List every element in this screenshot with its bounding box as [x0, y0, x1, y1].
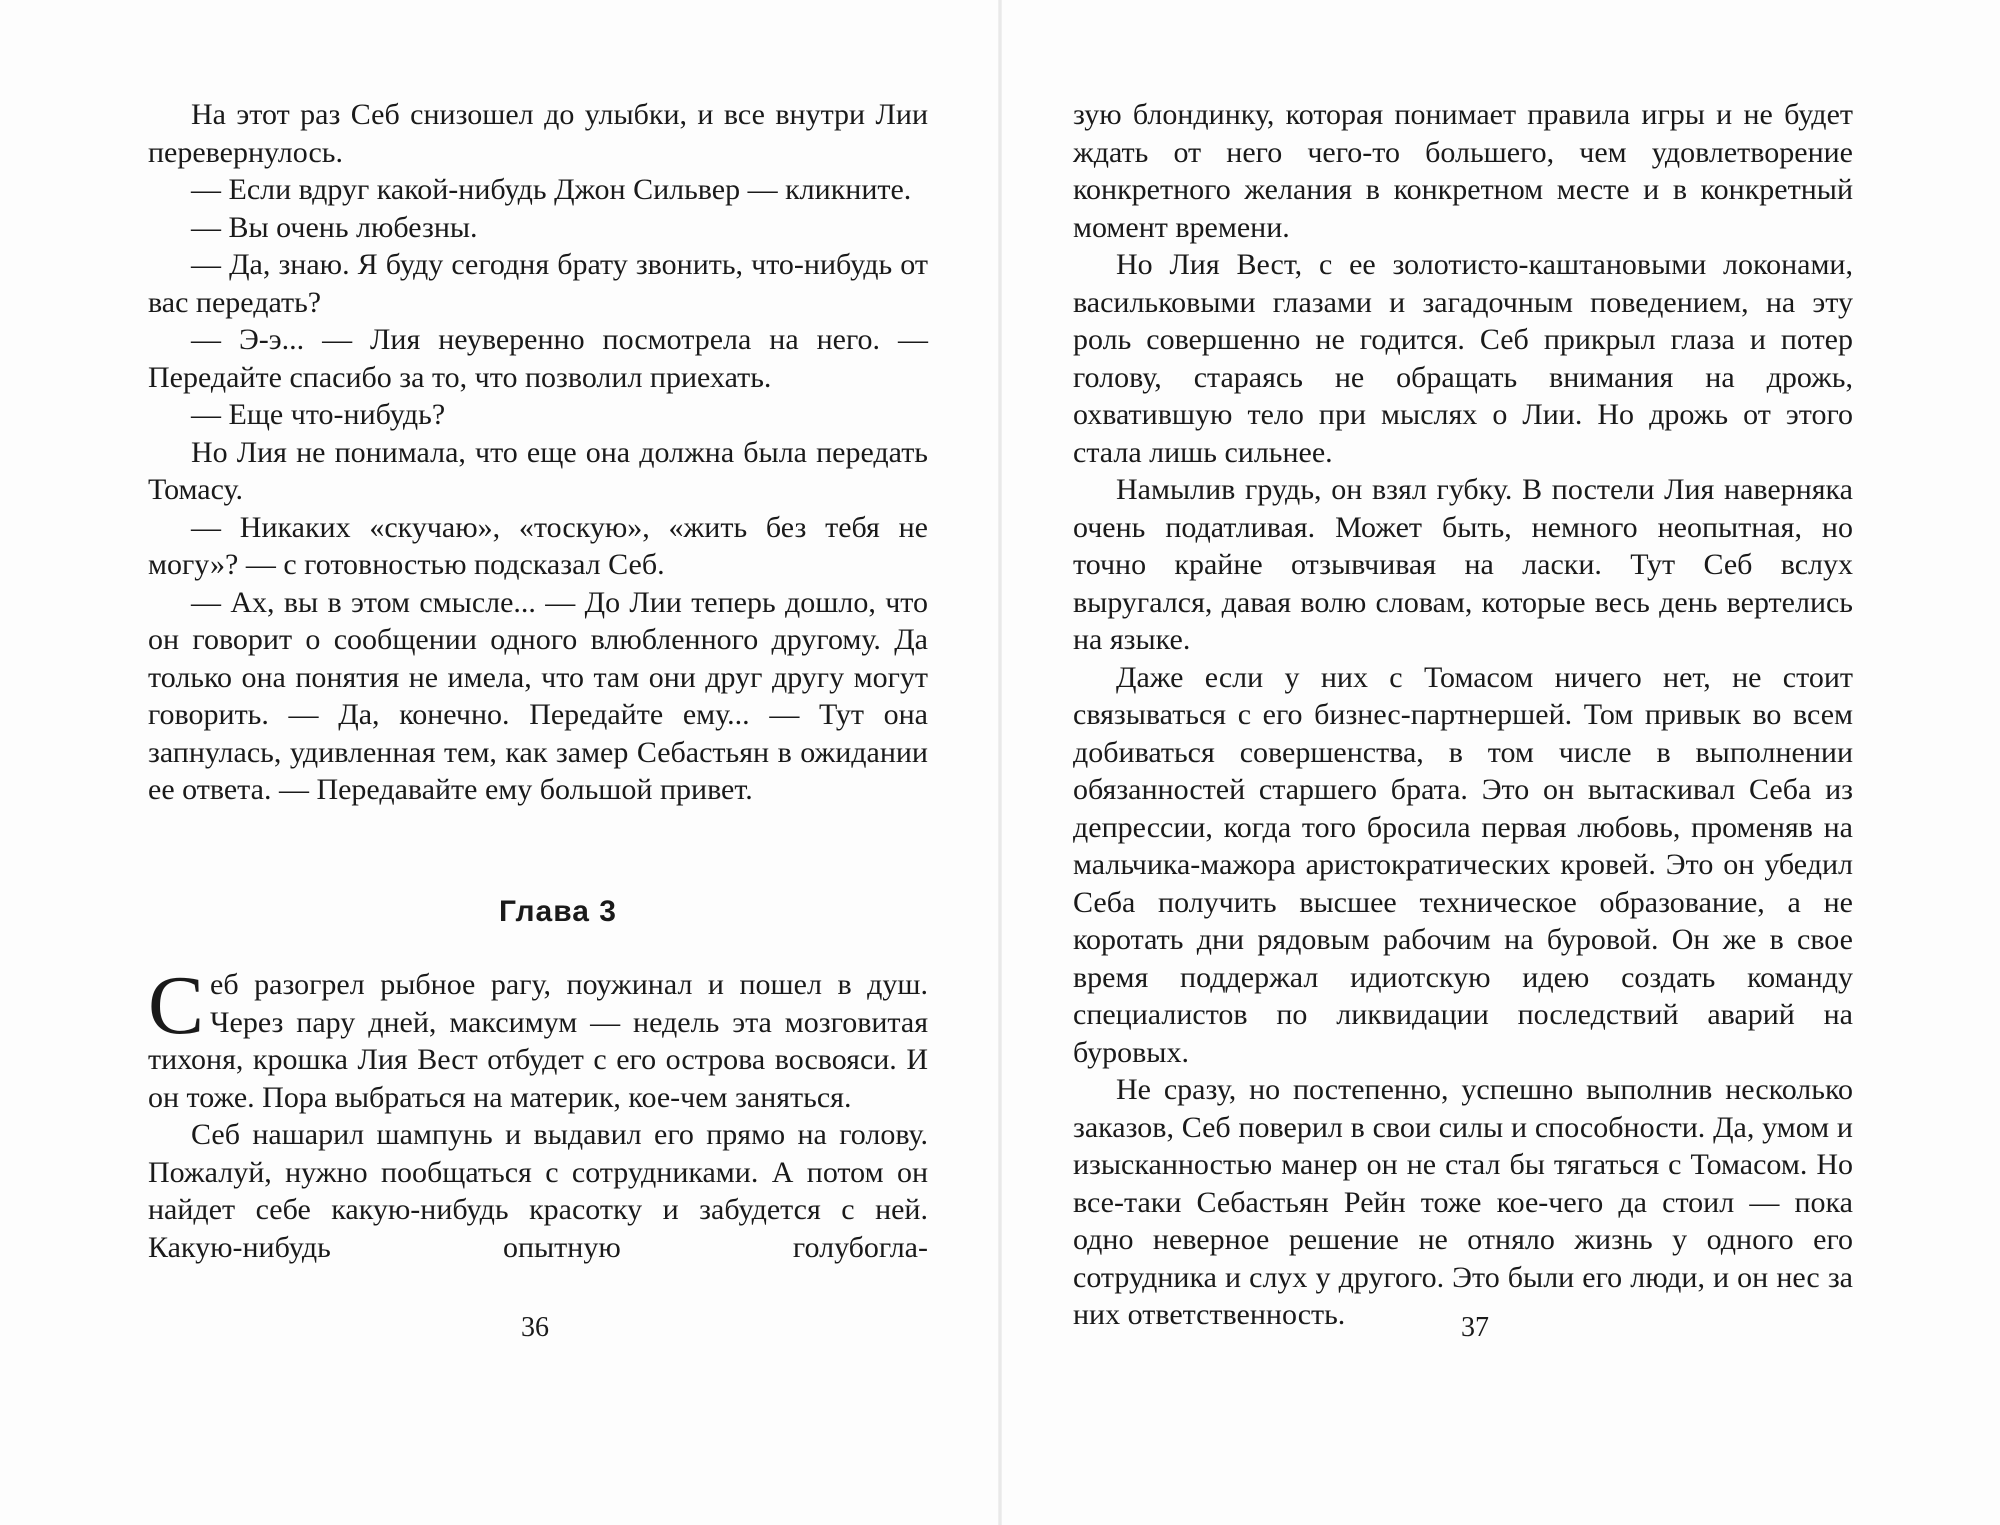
page-number-right: 37 [1461, 1312, 1489, 1343]
paragraph: Но Лия не понимала, что еще она должна была передать Томасу. [148, 435, 928, 506]
paragraph: — Никаких «скучаю», «тоскую», «жить без тебя не могу»? — с готовностью подсказал Себ. [148, 510, 928, 581]
paragraph: — Э-э... — Лия неуверенно посмотрела на него. — Передайте спасибо за то, что позволил приехать. [148, 323, 928, 394]
drop-cap: С [148, 959, 205, 1052]
paragraph: На этот раз Себ снизошел до улыбки, и все внутри Лии перевернулось. [148, 98, 928, 169]
paragraph: — Еще что-нибудь? [191, 398, 446, 431]
paragraph: Но Лия Вест, с ее золотисто-каштановыми локонами, васильковыми глазами и загадочным поведением, на эту роль совершенно не годится. Себ прикрыл глаза и потер голову, стараясь не обращать внимания на дрожь, охватившую тело при мыслях о Лии. Но дрожь от этого стала лишь сильнее. [1073, 248, 1853, 469]
paragraph: Не сразу, но постепенно, успешно выполнив несколько заказов, Себ поверил в свои силы и способности. Да, умом и изысканностью манер он не стал бы тягаться с Томасом. Но все-таки Себастьян Рейн тоже кое-чего да стоил — пока одно неверное решение не отняло жизнь у одного его сотрудника и слух у другого. Это были его люди, и он нес за них ответственность. [1073, 1073, 1853, 1331]
book-gutter [998, 0, 1002, 1525]
right-page [1073, 96, 1853, 1346]
paragraph: Себ нашарил шампунь и выдавил его прямо на голову. Пожалуй, нужно пообщаться с сотрудниками. А потом он найдет себе какую-нибудь красотку и забудется с ней. Какую-нибудь опытную голубогла- [148, 1118, 928, 1264]
paragraph: — Вы очень любезны. [191, 210, 478, 244]
paragraph: — Если вдруг какой-нибудь Джон Сильвер — кликните. [191, 173, 912, 206]
chapter-opening-text: еб разогрел рыбное рагу, поужинал и пошел в душ. Через пару дней, максимум — недель эта мозговитая тихоня, крошка Лия Вест отбудет с его острова восвояси. И он тоже. Пора выбраться на материк, кое-чем заняться. [148, 968, 928, 1114]
chapter-opening-paragraph [148, 959, 928, 1116]
paragraph: Намылив грудь, он взял губку. В постели Лия наверняка очень податливая. Может быть, немного неопытная, но точно крайне отзывчивая на ласки. Тут Себ вслух выругался, давая волю словам, которые весь день вертелись на языке. [1073, 473, 1853, 656]
page-number-left: 36 [521, 1312, 549, 1343]
left-page [148, 96, 928, 1346]
chapter-title: Глава 3 [498, 894, 617, 928]
paragraph: Даже если у них с Томасом ничего нет, не стоит связываться с его бизнес-партнершей. Том привык во всем добиваться совершенства, в том числе в выполнении обязанностей старшего брата. Это он вытаскивал Себа из депрессии, когда того бросила первая любовь, променяв на мальчика-мажора аристократических кровей. Это он убедил Себа получить высшее техническое образование, а не коротать дни рядовым рабочим на буровой. Он же в свое время поддержал идиотскую идею создать команду специалистов по ликвидации последствий аварий на буровых. [1073, 660, 1853, 1069]
paragraph: — Да, знаю. Я буду сегодня брату звонить, что-нибудь от вас передать? [148, 248, 928, 319]
paragraph: — Ах, вы в этом смысле... — До Лии теперь дошло, что он говорит о сообщении одного влюбленного другому. Да только она понятия не имела, что там они друг другу могут говорить. — Да, конечно. Передайте ему... — Тут она запнулась, удивленная тем, как замер Себастьян в ожидании ее ответа. — Передавайте ему большой привет. [148, 585, 928, 806]
continued-paragraph: зую блондинку, которая понимает правила игры и не будет ждать от него чего-то большего, чем удовлетворение конкретного желания в конкретном месте и в конкретный момент времени. [1073, 98, 1853, 244]
